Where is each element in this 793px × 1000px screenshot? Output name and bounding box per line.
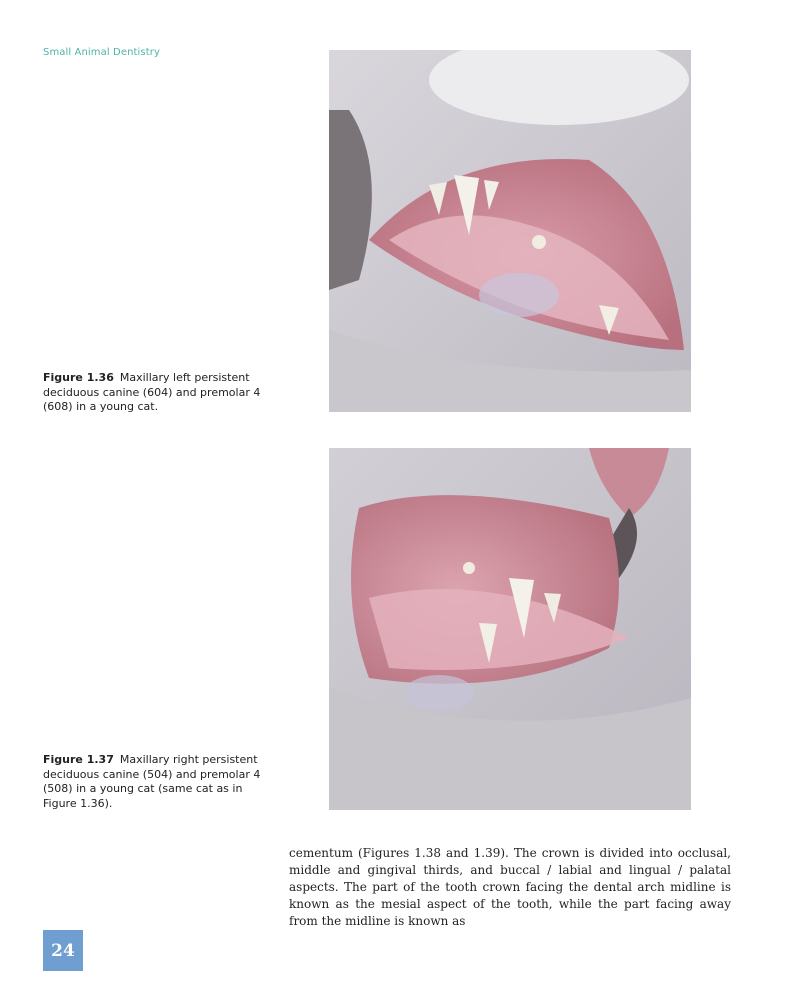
- body-paragraph: cementum (Figures 1.38 and 1.39). The crown is divided into occlusal, middle and gingival thirds, and buccal / labial and lingual / palatal aspects. The part of the tooth crown facing the dental arch midline is known as the mesial aspect of the tooth, while the part facing away from the midline is known as: [289, 846, 731, 928]
- figure-caption-text: Maxillary right persistent deciduous canine (504) and premolar 4 (508) in a young cat (same cat as in Figure 1.36).: [43, 753, 261, 810]
- running-head: Small Animal Dentistry: [43, 47, 160, 58]
- figure-1-37-caption: [43, 753, 273, 811]
- figure-label: Figure 1.36: [43, 371, 114, 384]
- figure-1-36-photo: [329, 50, 691, 412]
- page-number: 24: [43, 930, 83, 971]
- figure-1-37-photo: [329, 448, 691, 810]
- figure-caption-text: Maxillary left persistent deciduous canine (604) and premolar 4 (608) in a young cat.: [43, 371, 261, 413]
- figure-label: Figure 1.37: [43, 753, 114, 766]
- figure-1-36-caption: [43, 371, 273, 415]
